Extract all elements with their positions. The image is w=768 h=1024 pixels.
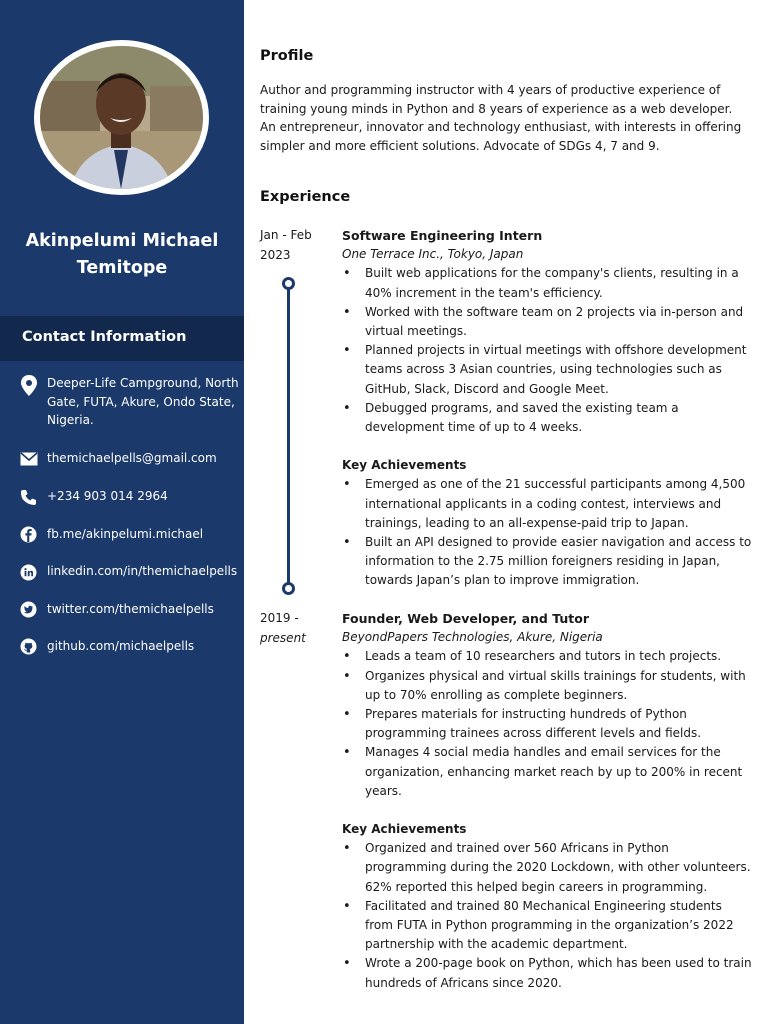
job-date: [260, 609, 306, 648]
profile-heading: Profile: [260, 48, 314, 64]
achievement-bullet: • Built an API designed to provide easier navigation and access to information to the 2.75 million foreigners residing in Japan, towards Japan’s plan to improve immigration.: [342, 533, 752, 591]
job-bullets: [342, 647, 752, 801]
key-achievements-title: Key Achievements: [342, 458, 467, 473]
github-icon: [20, 638, 38, 656]
job-title: Software Engineering Intern: [342, 228, 543, 243]
job-date-line1: Jan - Feb: [260, 228, 312, 242]
job-company: One Terrace Inc., Tokyo, Japan: [342, 247, 524, 262]
profile-summary: Author and programming instructor with 4 years of productive experience of training young minds in Python and 8 years of experience as a web developer. An entrepreneur, innovator and technology enthusiast, with interests in offering simpler and more efficient solutions. Advocate of SDGs 4, 7 and 9.: [260, 83, 742, 154]
job-bullet: • Debugged programs, and saved the existing team a development time of up to 4 weeks.: [342, 399, 752, 437]
job-date-line1: 2019 -: [260, 611, 299, 625]
candidate-name-line2: Temitope: [76, 258, 168, 278]
achievement-bullet: • Organized and trained over 560 Africans in Python programming during the 2020 Lockdown, with other volunteers. 62% reported this helped begin careers in programming.: [342, 839, 752, 897]
job-bullet: • Manages 4 social media handles and email services for the organization, enhancing market reach by up to 200% in recent years.: [342, 743, 752, 801]
job-bullet: • Prepares materials for instructing hundreds of Python programming trainees across different levels and fields.: [342, 705, 752, 743]
candidate-name: [0, 228, 244, 282]
facebook-icon: [20, 526, 38, 544]
contact-address-text: Deeper-Life Campground, North Gate, FUTA, Akure, Ondo State, Nigeria.: [47, 376, 239, 427]
experience-heading: Experience: [260, 189, 351, 205]
job-entry: [342, 226, 752, 591]
contact-info-header: [0, 316, 244, 361]
contact-phone-text[interactable]: +234 903 014 2964: [47, 489, 168, 503]
timeline-dot-start: [282, 277, 295, 290]
phone-icon: [20, 489, 38, 507]
job-bullet: • Leads a team of 10 researchers and tutors in tech projects.: [342, 647, 752, 666]
job-bullet: • Built web applications for the company's clients, resulting in a 40% increment in the team's efficiency.: [342, 264, 752, 302]
job-bullet: • Planned projects in virtual meetings with offshore development teams across 3 Asian countries, using technologies such as GitHub, Slack, Discord and Google Meet.: [342, 341, 752, 399]
contact-linkedin-text[interactable]: linkedin.com/in/themichaelpells: [47, 564, 238, 578]
job-bullets: [342, 264, 752, 437]
timeline-line: [287, 286, 290, 589]
job-title: Founder, Web Developer, and Tutor: [342, 611, 590, 626]
location-pin-icon: [20, 375, 38, 393]
twitter-icon: [20, 601, 38, 619]
contact-github-text[interactable]: github.com/michaelpells: [47, 639, 195, 653]
job-bullet: • Organizes physical and virtual skills trainings for students, with up to 70% enrolling as complete beginners.: [342, 667, 752, 705]
job-company: BeyondPapers Technologies, Akure, Nigeria: [342, 630, 603, 645]
achievement-bullet: • Facilitated and trained 80 Mechanical Engineering students from FUTA in Python programming in the organization’s 2022 partnership with the academic department.: [342, 897, 752, 955]
main-content: [244, 0, 768, 1024]
key-achievements-title: Key Achievements: [342, 822, 467, 837]
achievement-bullet: • Emerged as one of the 21 successful participants among 4,500 international applicants in a coding contest, interviews and trainings, leading to an all-expense-paid trip to Japan.: [342, 475, 752, 533]
sidebar: [0, 0, 244, 1024]
contact-twitter-text[interactable]: twitter.com/themichaelpells: [47, 602, 214, 616]
contact-facebook-text[interactable]: fb.me/akinpelumi.michael: [47, 527, 204, 541]
email-icon: [20, 451, 38, 469]
job-entry: [342, 609, 752, 993]
contact-email-text[interactable]: themichaelpells@gmail.com: [47, 451, 217, 465]
achievement-bullets: [342, 475, 752, 590]
job-bullet: • Worked with the software team on 2 projects via in-person and virtual meetings.: [342, 303, 752, 341]
job-date-line2: 2023: [260, 247, 291, 262]
job-date-line2: present: [260, 630, 306, 645]
achievement-bullets: [342, 839, 752, 993]
profile-photo: [40, 46, 203, 189]
linkedin-icon: [20, 564, 38, 582]
timeline-dot-end: [282, 582, 295, 595]
achievement-bullet: • Wrote a 200-page book on Python, which has been used to train hundreds of Africans since 2020.: [342, 954, 752, 992]
profile-photo-frame: [34, 40, 209, 195]
contact-info-title: Contact Information: [22, 329, 187, 345]
job-date: [260, 226, 312, 265]
candidate-name-line1: Akinpelumi Michael: [25, 231, 219, 251]
